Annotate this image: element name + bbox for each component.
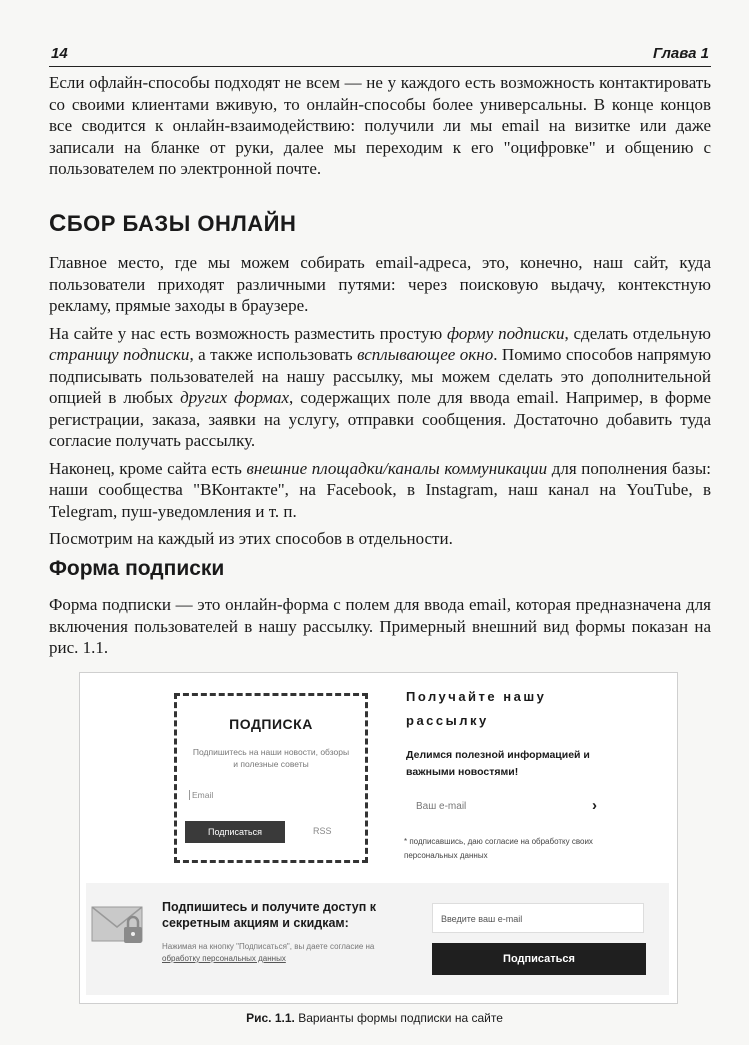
form-paragraph-block (49, 594, 711, 665)
intro-paragraph-block (49, 72, 711, 186)
paragraph-offline: Если офлайн-способы подходят не всем — не у каждого есть возможность контактировать со своими клиентами вживую, то онлайн-способы более универсальны. В конце концов все сводится к онлайн-взаимодействию: получили ли мы email на визитке или даже записали на бланке от руки, далее мы переходим к его "оцифровке" и общению с пользователем по электронной почте. (49, 73, 711, 178)
envelope-lock-icon (90, 899, 152, 949)
personal-data-link[interactable]: обработку персональных данных (162, 954, 286, 963)
form1-subtitle: Подпишитесь на наши новости, обзоры и полезные советы (192, 747, 350, 769)
heading-online-collection: СБОР БАЗЫ ОНЛАЙН (49, 210, 297, 237)
form3-title: Подпишитесь и получите доступ к секретным акциям и скидкам: (162, 900, 377, 930)
paragraph-each-method: Посмотрим на каждый из этих способов в отдельности. (49, 529, 453, 548)
subheading-block (49, 557, 711, 581)
main-paragraphs (49, 252, 711, 556)
form2-email-input[interactable]: Ваш e-mail (416, 801, 467, 812)
form1-subscribe-button[interactable]: Подписаться (185, 821, 285, 843)
paragraph-form-definition: Форма подписки — это онлайн-форма с полем для ввода email, которая предназначена для включения пользователей в нашу рассылку. Примерный внешний вид формы показан на рис. 1.1. (49, 595, 711, 657)
paragraph-site-options: На сайте у нас есть возможность разместить простую форму подписки, сделать отдельную страницу подписки, а также использовать всплывающее окно. Помимо способов напрямую подписывать пользователей на нашу рассылку, мы можем сделать это дополнительной опцией в любых других формах, содержащих поле для ввода email. Например, в форме регистрации, заказа, заявки на услугу, отправки сообщения. Достаточно добавить туда согласие получать рассылку. (49, 323, 712, 450)
form3-consent-text: Нажимая на кнопку "Подписаться", вы даете согласие на обработку персональных данных (162, 942, 375, 963)
chevron-right-icon[interactable]: › (592, 797, 597, 814)
form1-email-input[interactable]: Email (189, 790, 213, 800)
page-number: 14 (51, 45, 68, 62)
form2-consent-note: * подписавшись, даю согласие на обработку своих персональных данных (404, 837, 593, 860)
form3-promo-bar (86, 883, 669, 995)
heading-subscription-form: Форма подписки (49, 557, 225, 580)
paragraph-external-channels: Наконец, кроме сайта есть внешние площадки/каналы коммуникации для пополнения базы: наши сообщества "ВКонтакте", на Facebook, в Instagram, наш канал на YouTube, в Telegram, пуш-уведомления и т. п. (49, 458, 711, 521)
page-header (49, 44, 711, 67)
figure-caption: Рис. 1.1. Варианты формы подписки на сайте (246, 1011, 503, 1025)
dashed-subscribe-form (174, 693, 368, 863)
form3-subscribe-button[interactable]: Подписаться (432, 943, 646, 975)
chapter-label: Глава 1 (652, 45, 709, 62)
figure-subscription-forms (79, 672, 678, 1004)
form2-title: Получайте нашу рассылку (406, 689, 547, 728)
section-heading-block (49, 210, 711, 238)
form1-rss-link[interactable]: RSS (313, 826, 332, 836)
form2-description: Делимся полезной информацией и важными новостями! (406, 749, 590, 778)
form3-email-input[interactable]: Введите ваш e-mail (432, 903, 644, 933)
paragraph-main-place: Главное место, где мы можем собирать email-адреса, это, конечно, наш сайт, куда пользователи приходят различными путями: через поисковую выдачу, контекстную рекламу, прямые заходы в браузере. (49, 253, 711, 315)
form1-title: ПОДПИСКА (229, 716, 313, 732)
